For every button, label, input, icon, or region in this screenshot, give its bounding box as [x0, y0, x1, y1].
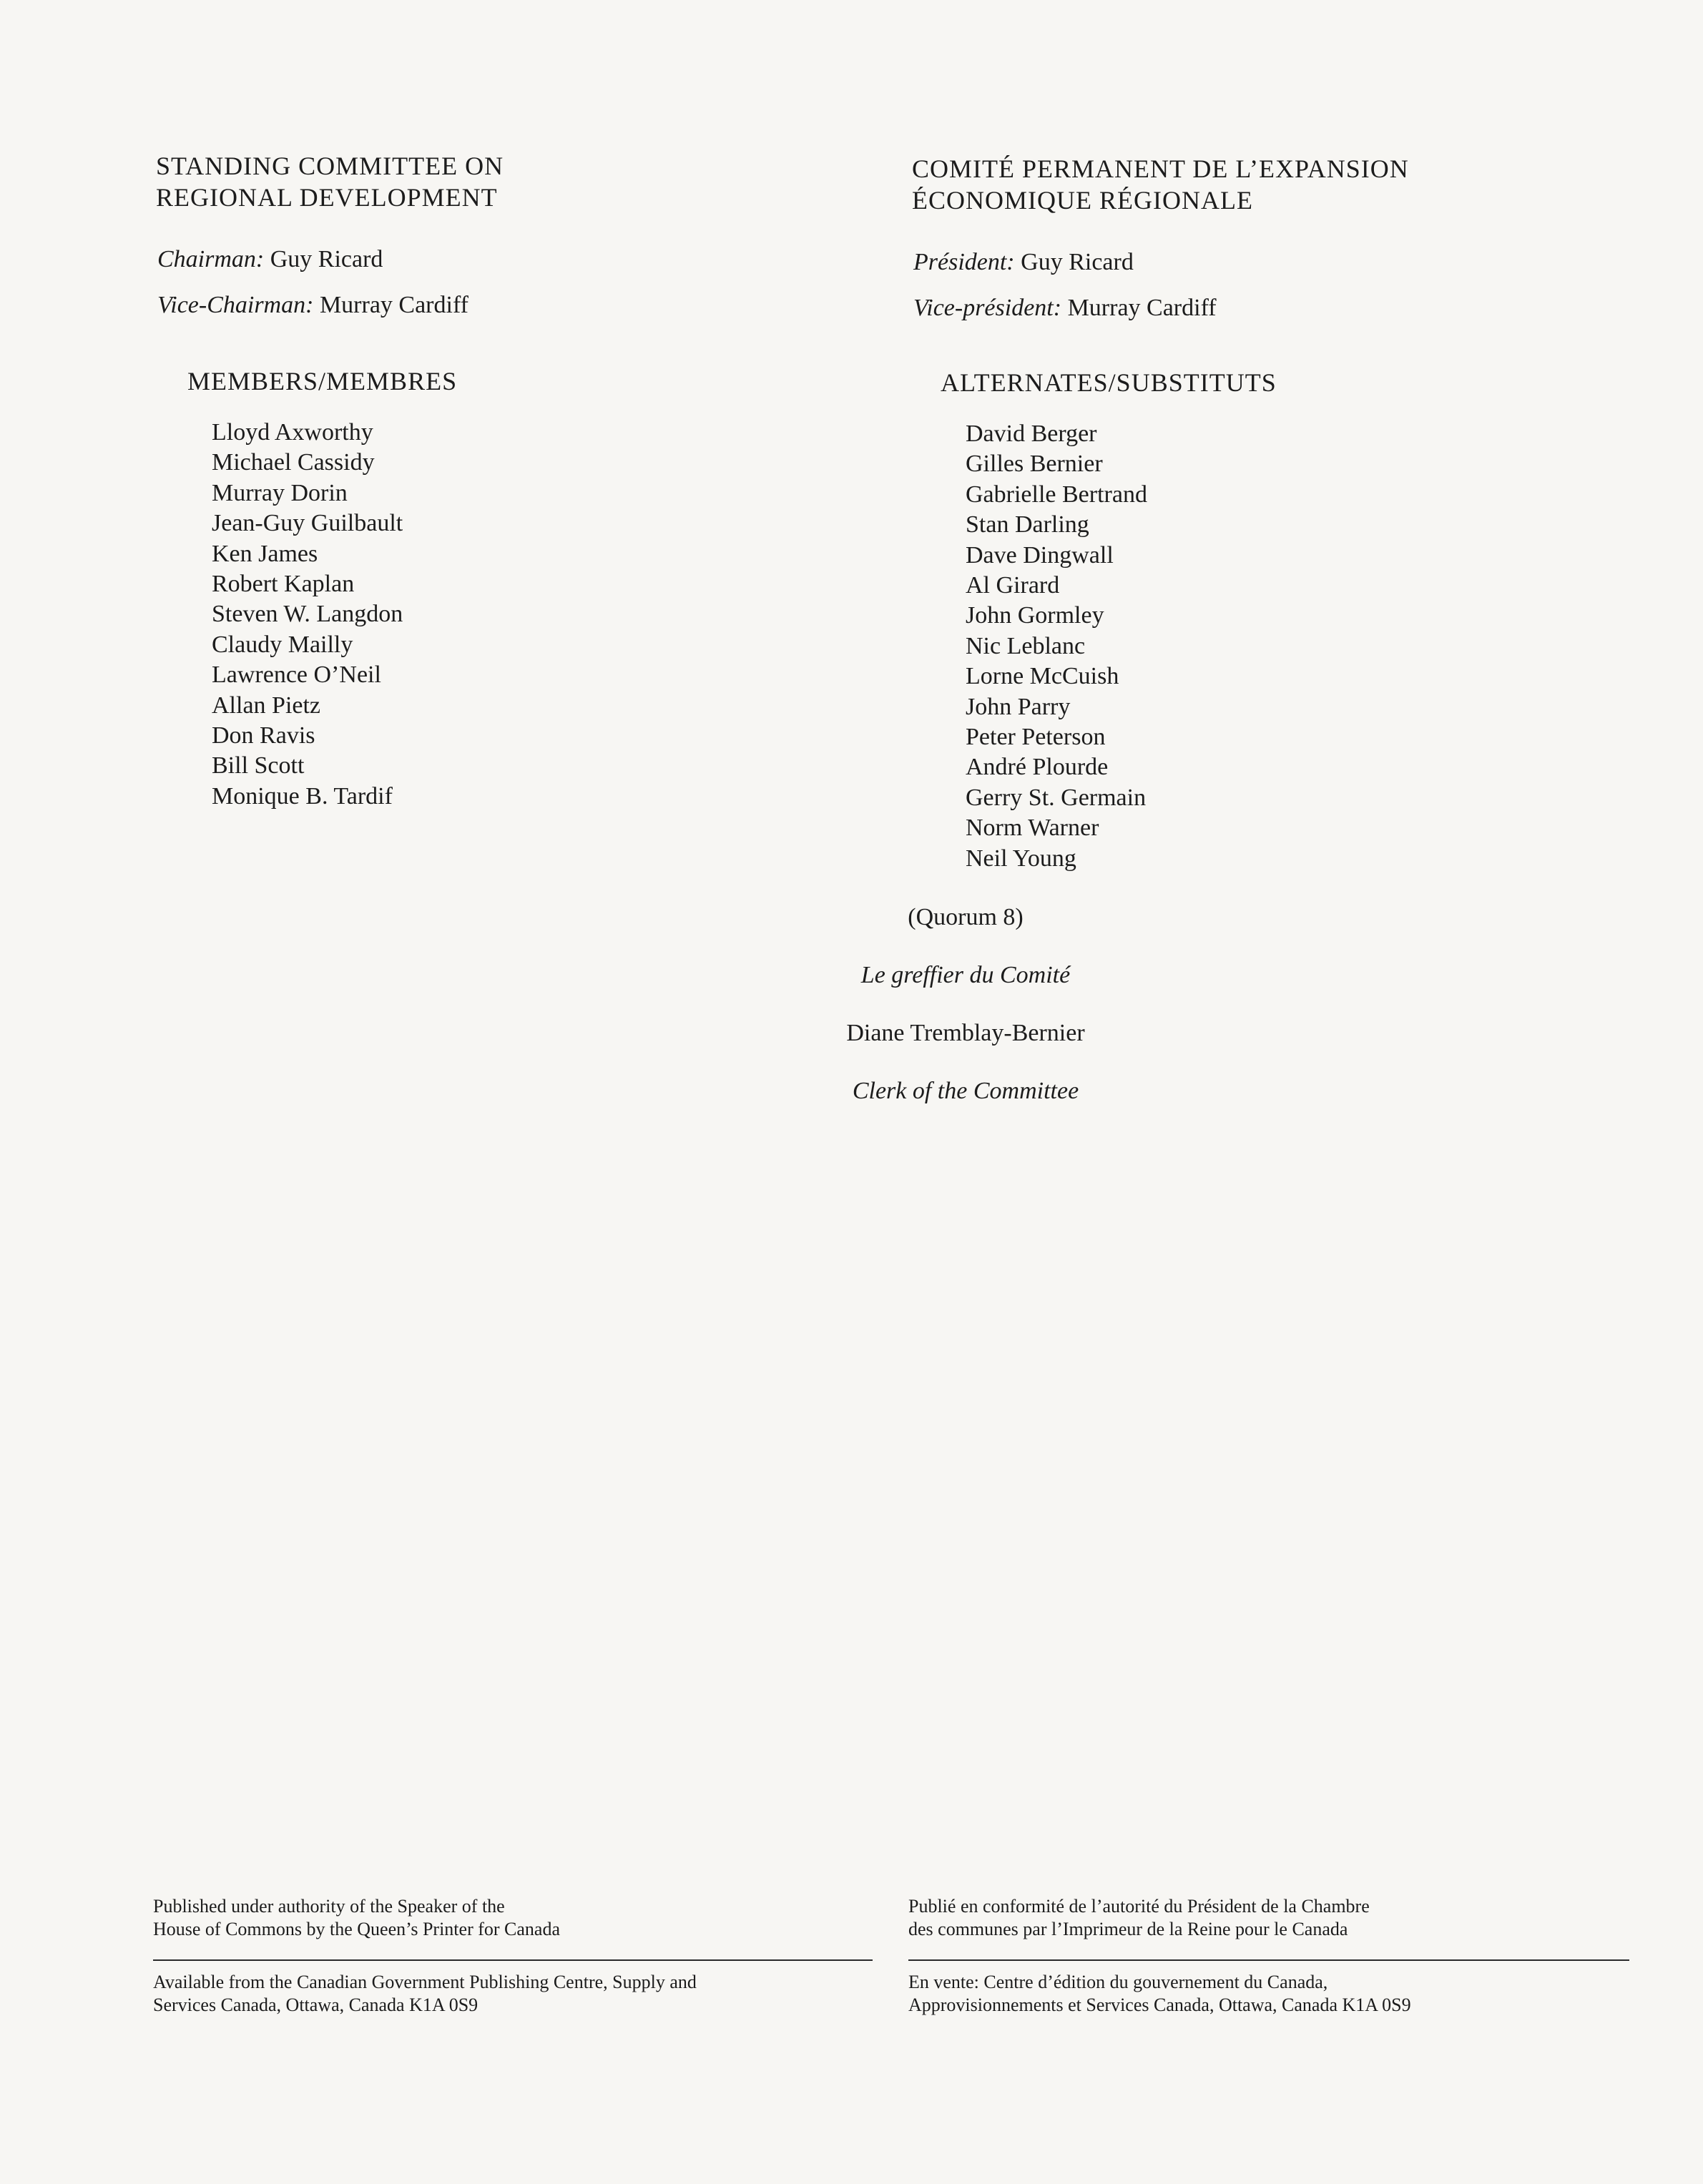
- footer-divider-right: [908, 1959, 1629, 1961]
- vice-chairman-fr: [913, 293, 1217, 323]
- alternate-name: Norm Warner: [966, 815, 1099, 842]
- member-name: Ken James: [212, 540, 318, 567]
- alternate-name: Peter Peterson: [966, 724, 1106, 751]
- alternate-name: David Berger: [966, 420, 1097, 447]
- published-en-line1: Published under authority of the Speaker of the: [153, 1896, 505, 1917]
- member-name: Lloyd Axworthy: [212, 419, 373, 446]
- members-list: [212, 418, 403, 812]
- chairman-en: [157, 245, 383, 275]
- available-fr: [908, 1971, 1411, 2017]
- alternate-name: André Plourde: [966, 754, 1109, 781]
- alternate-name: Neil Young: [966, 845, 1076, 872]
- alternate-name: Gabrielle Bertrand: [966, 481, 1147, 508]
- published-fr-line2: des communes par l’Imprimeur de la Reine pour le Canada: [908, 1919, 1348, 1939]
- alternate-name: John Parry: [966, 693, 1071, 720]
- member-name: Claudy Mailly: [212, 631, 353, 658]
- available-fr-line1: En vente: Centre d’édition du gouvernement du Canada,: [908, 1972, 1328, 1992]
- member-name: Jean-Guy Guilbault: [212, 510, 403, 537]
- alternate-name: Stan Darling: [966, 511, 1089, 538]
- vice-chairman-en-name: Murray Cardiff: [319, 292, 468, 318]
- alternate-name: Gerry St. Germain: [966, 784, 1147, 811]
- chairman-fr-name: Guy Ricard: [1021, 249, 1134, 275]
- member-name: Bill Scott: [212, 752, 305, 779]
- clerk-title-fr: Le greffier du Comité: [860, 962, 1071, 988]
- alternates-heading: ALTERNATES/SUBSTITUTS: [941, 368, 1277, 397]
- member-name: Michael Cassidy: [212, 449, 375, 476]
- published-fr: [908, 1895, 1370, 1941]
- committee-name-fr-line2: ÉCONOMIQUE RÉGIONALE: [912, 186, 1253, 215]
- chairman-fr: [913, 247, 1134, 277]
- vice-chairman-en-label: Vice-Chairman:: [157, 292, 314, 318]
- chairman-en-name: Guy Ricard: [270, 246, 383, 272]
- alternate-name: Dave Dingwall: [966, 541, 1114, 569]
- vice-chairman-en: [157, 290, 468, 320]
- members-heading: MEMBERS/MEMBRES: [187, 367, 458, 395]
- published-en: [153, 1895, 560, 1941]
- alternate-name: Nic Leblanc: [966, 632, 1086, 659]
- available-en-line1: Available from the Canadian Government Publishing Centre, Supply and: [153, 1972, 697, 1992]
- footer-divider-left: [153, 1959, 873, 1961]
- chairman-en-label: Chairman:: [157, 246, 265, 272]
- member-name: Don Ravis: [212, 722, 315, 749]
- member-name: Allan Pietz: [212, 692, 321, 719]
- committee-name-en-line1: STANDING COMMITTEE ON: [156, 152, 504, 180]
- member-name: Monique B. Tardif: [212, 782, 393, 810]
- alternates-list: [966, 419, 1147, 874]
- published-en-line2: House of Commons by the Queen’s Printer for Canada: [153, 1919, 561, 1939]
- member-name: Steven W. Langdon: [212, 601, 403, 628]
- alternate-name: Lorne McCuish: [966, 663, 1119, 690]
- member-name: Lawrence O’Neil: [212, 661, 381, 689]
- vice-chairman-fr-label: Vice-président:: [913, 295, 1062, 321]
- published-fr-line1: Publié en conformité de l’autorité du Président de la Chambre: [908, 1896, 1370, 1917]
- committee-name-fr-line1: COMITÉ PERMANENT DE L’EXPANSION: [912, 154, 1409, 183]
- available-en: [153, 1971, 697, 2017]
- member-name: Robert Kaplan: [212, 571, 355, 598]
- committee-name-en-line2: REGIONAL DEVELOPMENT: [156, 183, 498, 212]
- committee-name-fr: [912, 153, 1409, 216]
- alternate-name: Gilles Bernier: [966, 451, 1103, 478]
- clerk-name: Diane Tremblay-Bernier: [846, 1020, 1085, 1046]
- available-fr-line2: Approvisionnements et Services Canada, Ottawa, Canada K1A 0S9: [908, 1994, 1411, 2015]
- vice-chairman-fr-name: Murray Cardiff: [1067, 295, 1217, 321]
- chairman-fr-label: Président:: [913, 249, 1015, 275]
- alternate-name: Al Girard: [966, 572, 1060, 599]
- alternate-name: John Gormley: [966, 602, 1104, 629]
- member-name: Murray Dorin: [212, 479, 348, 506]
- available-en-line2: Services Canada, Ottawa, Canada K1A 0S9: [153, 1994, 478, 2015]
- committee-name-en: [156, 150, 504, 213]
- clerk-title-en: Clerk of the Committee: [852, 1078, 1079, 1104]
- quorum: (Quorum 8): [908, 904, 1024, 930]
